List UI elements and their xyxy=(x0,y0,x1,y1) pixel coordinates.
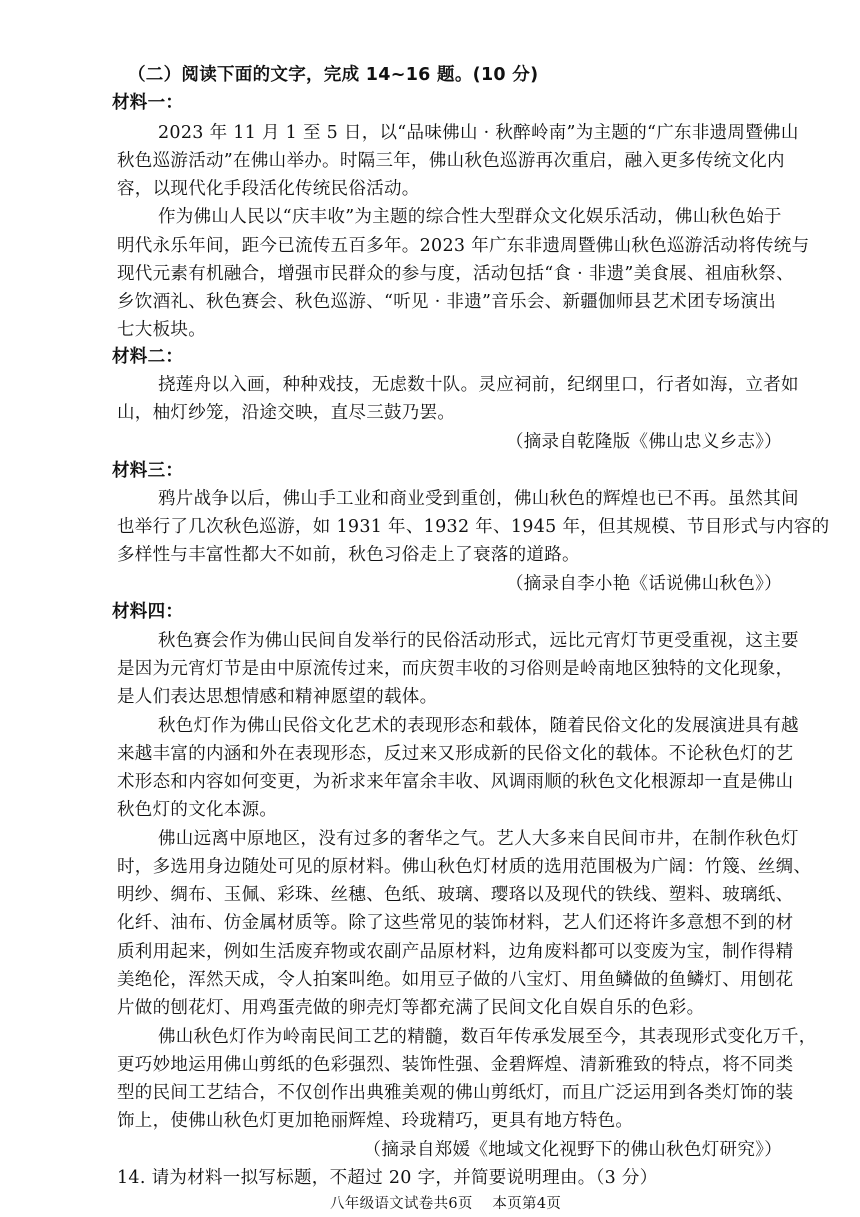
question-14: 14. 请为材料一拟写标题，不超过 20 字，并简要说明理由。（3 分） xyxy=(117,1168,658,1188)
text-line: 秋色灯作为佛山民俗文化艺术的表现形态和载体，随着民俗文化的发展演进具有越 xyxy=(158,716,799,736)
text-line: 多样性与丰富性都大不如前，秋色习俗走上了衰落的道路。 xyxy=(117,545,580,565)
text-line: 鸦片战争以后，佛山手工业和商业受到重创，佛山秋色的辉煌也已不再。虽然其间 xyxy=(158,489,799,509)
text-line: 美绝伦，浑然天成，令人拍案叫绝。如用豆子做的八宝灯、用鱼鳞做的鱼鳞灯、用刨花 xyxy=(117,970,794,990)
text-line: 秋色巡游活动”在佛山举办。时隔三年，佛山秋色巡游再次重启，融入更多传统文化内 xyxy=(117,151,785,171)
text-line: 佛山秋色灯作为岭南民间工艺的精髓，数百年传承发展至今，其表现形式变化万千， xyxy=(158,1027,817,1047)
text-line: 秋色赛会作为佛山民间自发举行的民俗活动形式，远比元宵灯节更受重视，这主要 xyxy=(158,631,799,651)
source-citation: （摘录自李小艳《话说佛山秋色》） xyxy=(505,574,782,594)
text-line: 也举行了几次秋色巡游，如 1931 年、1932 年、1945 年，但其规模、节目形式与内容的 xyxy=(117,517,830,537)
text-line: 秋色灯的文化本源。 xyxy=(117,800,278,820)
material1-label: 材料一： xyxy=(112,93,184,113)
text-line: 容，以现代化手段活化传统民俗活动。 xyxy=(117,179,420,199)
source-citation: （摘录自乾隆版《佛山忠义乡志》） xyxy=(505,432,782,452)
text-line: 质利用起来，例如生活废弃物或农副产品原材料，边角废料都可以变废为宝，制作得精 xyxy=(117,942,794,962)
text-line: 2023 年 11 月 1 至 5 日，以“品味佛山 · 秋醉岭南”为主题的“广东非遗周暨佛山 xyxy=(158,123,799,143)
text-line: 现代元素有机融合，增强市民群众的参与度，活动包括“食 · 非遗”美食展、祖庙秋祭、 xyxy=(117,264,794,284)
text-line: 来越丰富的内涵和外在表现形态，反过来又形成新的民俗文化的载体。不论秋色灯的艺 xyxy=(117,744,794,764)
text-line: 山，柚灯纱笼，沿途交映，直尽三鼓乃罢。 xyxy=(117,403,456,423)
text-line: 饰上，使佛山秋色灯更加艳丽辉煌、玲珑精巧，更具有地方特色。 xyxy=(117,1111,634,1131)
text-line: 明代永乐年间，距今已流传五百多年。2023 年广东非遗周暨佛山秋色巡游活动将传统与 xyxy=(117,236,810,256)
text-line: 作为佛山人民以“庆丰收”为主题的综合性大型群众文化娱乐活动，佛山秋色始于 xyxy=(158,207,782,227)
material2-label: 材料二： xyxy=(112,347,184,367)
text-line: 型的民间工艺结合，不仅创作出典雅美观的佛山剪纸灯，而且广泛运用到各类灯饰的装 xyxy=(117,1083,794,1103)
page-footer: 八年级语文试卷共6页 本页第4页 xyxy=(330,1196,562,1212)
text-line: 是人们表达思想情感和精神愿望的载体。 xyxy=(117,687,438,707)
text-line: 是因为元宵灯节是由中原流传过来，而庆贺丰收的习俗则是岭南地区独特的文化现象， xyxy=(117,659,794,679)
source-citation: （摘录自郑媛《地域文化视野下的佛山秋色灯研究》） xyxy=(363,1140,782,1160)
text-line: 乡饮酒礼、秋色赛会、秋色巡游、“听见 · 非遗”音乐会、新疆伽师县艺术团专场演出 xyxy=(117,292,777,312)
text-line: 术形态和内容如何变更，为祈求来年富余丰收、风调雨顺的秋色文化根源却一直是佛山 xyxy=(117,772,794,792)
text-line: 片做的刨花灯、用鸡蛋壳做的卵壳灯等都充满了民间文化自娱自乐的色彩。 xyxy=(117,998,705,1018)
section-header: （二）阅读下面的文字，完成 14~16 题。(10 分) xyxy=(128,65,539,85)
text-line: 挠莲舟以入画，种种戏技，无虑数十队。灵应祠前，纪纲里口，行者如海，立者如 xyxy=(158,375,799,395)
text-line: 七大板块。 xyxy=(117,320,206,340)
text-line: 佛山远离中原地区，没有过多的奢华之气。艺人大多来自民间市井，在制作秋色灯 xyxy=(158,829,799,849)
text-line: 时，多选用身边随处可见的原材料。佛山秋色灯材质的选用范围极为广阔：竹篾、丝绸、 xyxy=(117,857,812,877)
material3-label: 材料三： xyxy=(112,461,184,481)
text-line: 化纤、油布、仿金属材质等。除了这些常见的装饰材料，艺人们还将许多意想不到的材 xyxy=(117,913,794,933)
text-line: 明纱、绸布、玉佩、彩珠、丝穗、色纸、玻璃、璎珞以及现代的铁线、塑料、玻璃纸、 xyxy=(117,885,794,905)
material4-label: 材料四： xyxy=(112,602,184,622)
text-line: 更巧妙地运用佛山剪纸的色彩强烈、装饰性强、金碧辉煌、清新雅致的特点，将不同类 xyxy=(117,1055,794,1075)
